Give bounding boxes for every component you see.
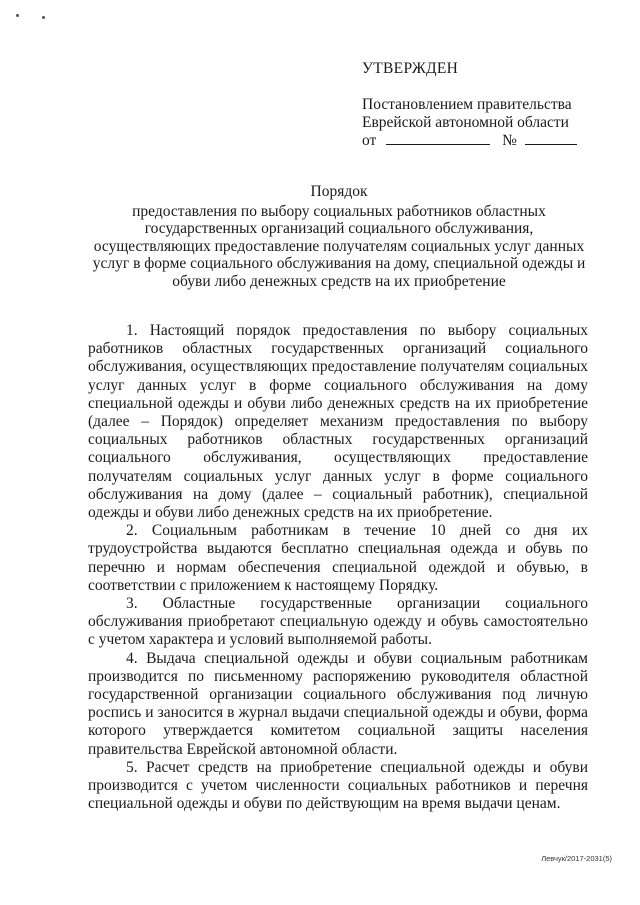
date-prefix: от bbox=[362, 132, 377, 149]
approval-date-line bbox=[362, 132, 602, 150]
paragraph-4: 4. Выдача специальной одежды и обуви социальным работникам производится по письменному распоряжению руководителя областной государственной организации социального обслуживания под личную роспись и заносится в журнал выдачи специальной одежды и обуви, форма которого утверждается комитетом социальной защиты населения правительства Еврейской автономной области. bbox=[88, 649, 588, 758]
document-body bbox=[88, 322, 588, 813]
document-title-block bbox=[90, 183, 588, 290]
paragraph-3: 3. Областные государственные организации социального обслуживания приобретают специальную одежду и обувь самостоятельно с учетом характера и условий выполняемой работы. bbox=[88, 595, 588, 649]
approval-block bbox=[362, 60, 602, 150]
document-title: Порядок bbox=[310, 183, 368, 200]
paragraph-5: 5. Расчет средств на приобретение специальной одежды и обуви производится с учетом численности социальных работников и перечня специальной одежды и обуви по действующим на время выдачи ценам. bbox=[88, 758, 588, 813]
number-blank bbox=[525, 132, 577, 145]
approved-heading: УТВЕРЖДЕН bbox=[362, 60, 459, 77]
scan-speck bbox=[42, 16, 45, 19]
approval-line-1: Постановлением правительства bbox=[362, 96, 572, 113]
date-blank bbox=[386, 132, 490, 145]
number-sign: № bbox=[502, 132, 517, 149]
document-subtitle: предоставления по выбору социальных работников областных государственных организаций социального обслуживания, осуществляющих предоставление получателям социальных услуг данных услуг в форме социального обслуживания на дому, специальной одежды и обуви либо денежных средств на их приобретение bbox=[92, 202, 586, 290]
paragraph-1: 1. Настоящий порядок предоставления по выбору социальных работников областных государственных организаций социального обслуживания, осуществляющих предоставление получателям социальных услуг данных услуг в форме социального обслуживания на дому специальной одежды и обуви либо денежных средств на их приобретение (далее – Порядок) определяет механизм предоставления по выбору социальных работников областных государственных организаций социального обслуживания, осуществляющих предоставление получателям социальных услуг данных услуг в форме социального обслуживания на дому (далее – социальный работник), специальной одежды и обуви либо денежных средств на их приобретение. bbox=[88, 322, 588, 522]
approval-line-2: Еврейской автономной области bbox=[362, 114, 569, 131]
footer-document-code: Левчук/2017-2031(5) bbox=[541, 854, 612, 863]
scan-speck bbox=[16, 14, 19, 17]
paragraph-2: 2. Социальным работникам в течение 10 дней со дня их трудоустройства выдаются бесплатно специальная одежда и обувь по перечню и нормам обеспечения специальной одеждой и обувью, в соответствии с приложением к настоящему Порядку. bbox=[88, 522, 588, 594]
